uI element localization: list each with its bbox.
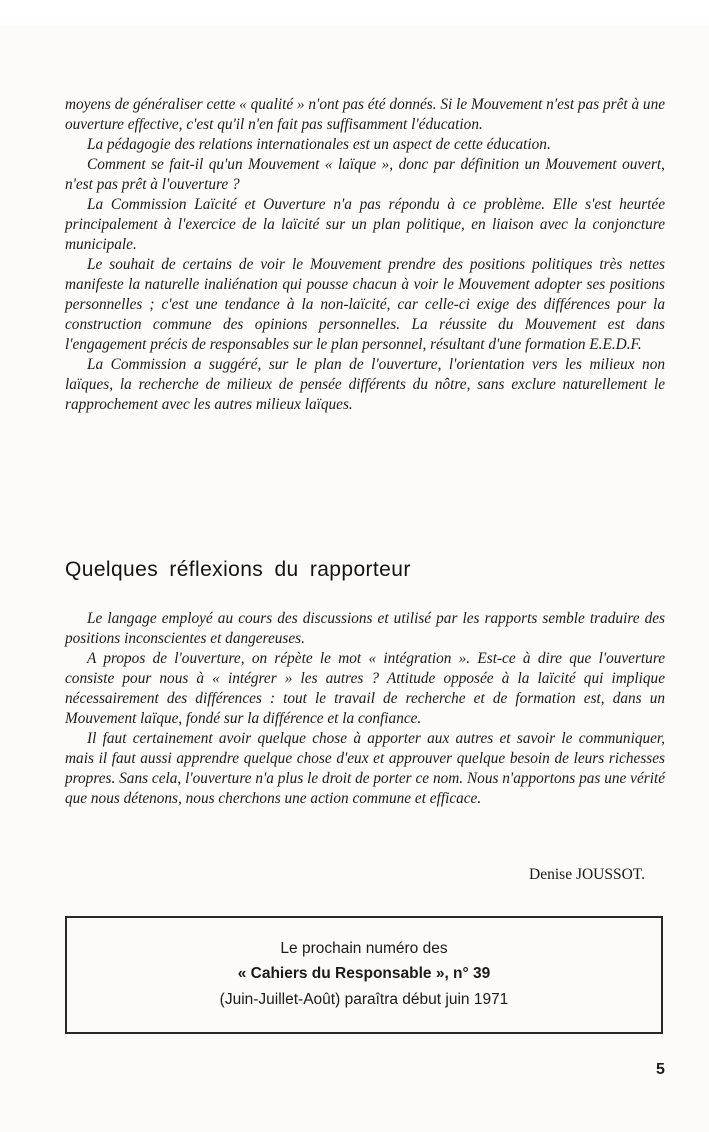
paragraph: La pédagogie des relations internationales est un aspect de cette éducation. [87, 136, 551, 153]
author-signature: Denise JOUSSOT. [529, 866, 645, 883]
notice-line-1: Le prochain numéro des [280, 940, 448, 957]
paragraph: moyens de généraliser cette « qualité » n'ont pas été donnés. Si le Mouvement n'est pas prêt à une ouverture effective, c'est qu'il n'en fait pas suffisamment l'éducation. [65, 96, 666, 133]
page-number: 5 [656, 1061, 665, 1078]
next-issue-notice [65, 916, 663, 1034]
paragraph: Le langage employé au cours des discussions et utilisé par les rapports semble traduire des positions inconscientes et dangereuses. [65, 610, 665, 647]
paragraph: Le souhait de certains de voir le Mouvement prendre des positions politiques très nettes manifeste la naturelle inaliénation qui pousse chacun à voir le Mouvement adopter ses positions personnelles ; c'est une tendance à la non-laïcité, car celle-ci exige des différences pour la construction commune des opinions personnelles. La réussite du Mouvement est dans l'engagement précis de responsables sur le plan personnel, résultant d'une formation E.E.D.F. [65, 256, 665, 353]
paragraph: Comment se fait-il qu'un Mouvement « laïque », donc par définition un Mouvement ouvert, n'est pas prêt à l'ouverture ? [65, 156, 665, 193]
page-top-margin [0, 0, 709, 26]
section-heading: Quelques réflexions du rapporteur [65, 558, 411, 581]
section-laicite-text [65, 95, 665, 415]
paragraph: A propos de l'ouverture, on répète le mot « intégration ». Est-ce à dire que l'ouverture consiste pour nous à « intégrer » les autres ? Attitude opposée à la laïcité qui implique nécessairement des différences : tout le travail de recherche et de formation est, dans un Mouvement laïque, fondé sur la différence et la confiance. [65, 650, 665, 727]
paragraph: La Commission a suggéré, sur le plan de l'ouverture, l'orientation vers les milieux non laïques, la recherche de milieux de pensée différents du nôtre, sans exclure naturellement le rapprochement avec les autres milieux laïques. [65, 356, 665, 413]
notice-line-2: « Cahiers du Responsable », n° 39 [237, 965, 491, 982]
notice-line-3: (Juin-Juillet-Août) paraîtra début juin 1971 [219, 991, 509, 1008]
paragraph: La Commission Laïcité et Ouverture n'a pas répondu à ce problème. Elle s'est heurtée principalement à l'exercice de la laïcité sur un plan politique, en liaison avec la conjoncture municipale. [65, 196, 665, 253]
section-reflexions-text [65, 609, 665, 809]
paragraph: Il faut certainement avoir quelque chose à apporter aux autres et savoir le communiquer, mais il faut aussi apprendre quelque chose d'eux et approuver quelque besoin de leurs richesses propres. Sans cela, l'ouverture n'a plus le droit de porter ce nom. Nous n'apportons pas une vérité que nous détenons, nous cherchons une action commune et efficace. [65, 730, 665, 807]
